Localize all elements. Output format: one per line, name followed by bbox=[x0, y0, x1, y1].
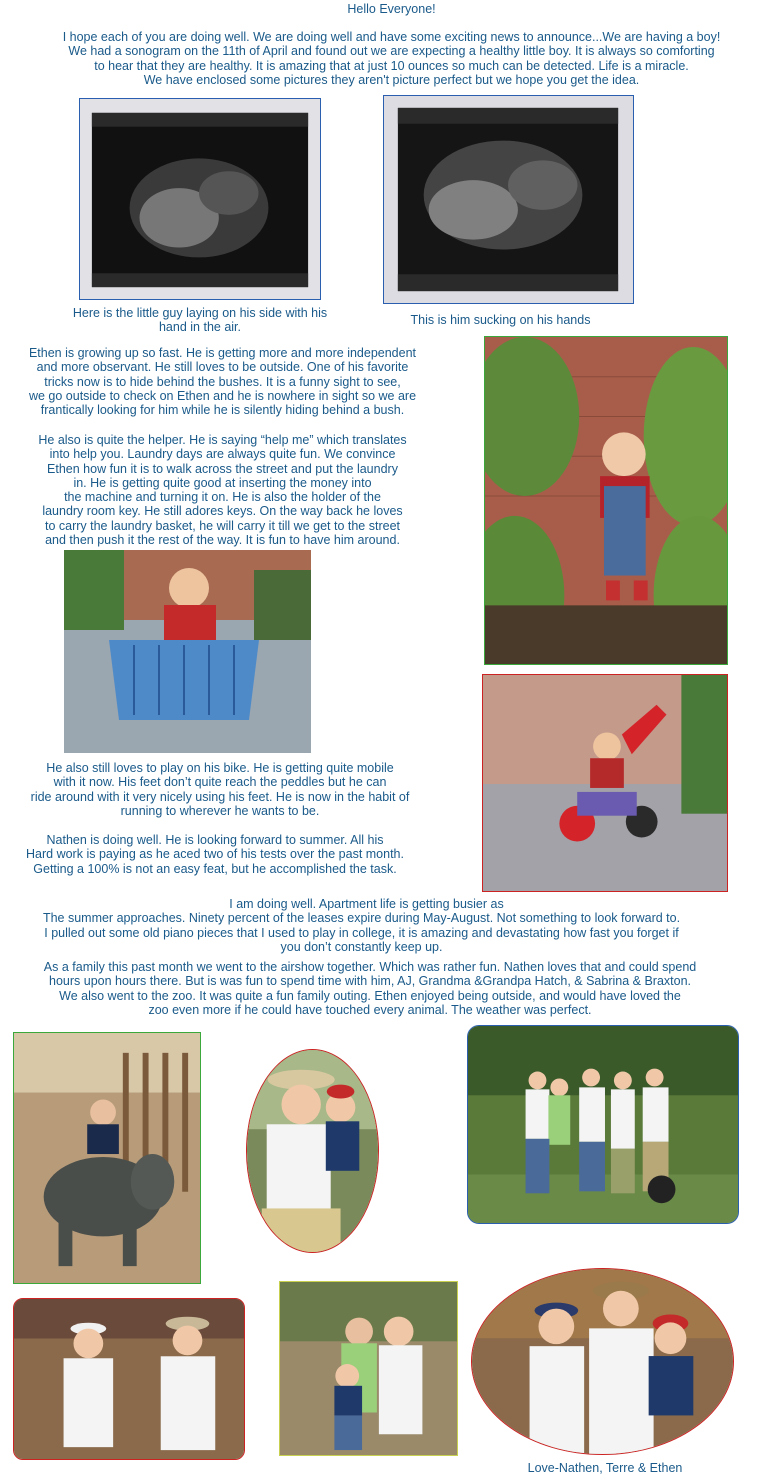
text-line: Nathen is doing well. He is looking forward to summer. All his bbox=[46, 833, 384, 847]
text-line: laundry room key. He still adores keys. On the way back he loves bbox=[42, 504, 403, 519]
text-line: Getting a 100% is not an easy feat, but he accomplished the task. bbox=[33, 861, 397, 876]
intro-line: to hear that they are healthy. It is amazing that at just 10 ounces so much can be detected. Life is a miracle. bbox=[94, 58, 689, 73]
text-line: tricks now is to hide behind the bushes. It is a funny sight to see, bbox=[44, 374, 401, 389]
text-line: in. He is getting quite good at inserting the money into bbox=[73, 475, 372, 490]
text-line: Ethen how fun it is to walk across the street and put the laundry bbox=[47, 461, 398, 476]
intro-line: We have enclosed some pictures they aren't picture perfect but we hope you get the idea. bbox=[143, 72, 640, 87]
photo-mom-and-ethen bbox=[246, 1049, 379, 1253]
intro-line: I hope each of you are doing well. We are doing well and have some exciting news to announce...We are having a boy! bbox=[62, 30, 721, 44]
text-line: and then push it the rest of the way. It is fun to have him around. bbox=[45, 533, 400, 548]
text-line: The summer approaches. Ninety percent of the leases expire during May-August. Not something to look forward to. bbox=[42, 911, 681, 926]
text-line: Hard work is paying as he aced two of his tests over the past month. bbox=[26, 847, 404, 862]
text-line: into help you. Laundry days are always quite fun. We convince bbox=[49, 447, 396, 462]
text-line: and more observant. He still loves to be outside. One of his favorite bbox=[36, 360, 409, 375]
paragraph-me bbox=[0, 897, 723, 954]
photo-family-portrait bbox=[471, 1268, 734, 1455]
text-line: I am doing well. Apartment life is getting busier as bbox=[229, 897, 504, 911]
text-line: We also went to the zoo. It was quite a fun family outing. Ethen enjoyed being outside, and would have loved the bbox=[59, 988, 681, 1003]
greeting: Hello Everyone! bbox=[347, 2, 436, 16]
photo-zoo-elephant bbox=[13, 1032, 201, 1284]
text-line: frantically looking for him while he is silently hiding behind a bush. bbox=[40, 403, 405, 418]
text-line: with it now. His feet don’t quite reach the peddles but he can bbox=[53, 775, 387, 790]
caption-sonogram-2: This is him sucking on his hands bbox=[410, 313, 591, 327]
text-line: running to wherever he wants to be. bbox=[120, 803, 320, 818]
text-line: zoo even more if he could have touched every animal. The weather was perfect. bbox=[148, 1002, 592, 1017]
signoff: Love-Nathen, Terre & Ethen bbox=[527, 1461, 683, 1475]
caption-line: Here is the little guy laying on his side with his bbox=[72, 306, 328, 320]
sonogram-photo-1 bbox=[79, 98, 321, 300]
text-line: ride around with it very nicely using his feet. He is now in the habit of bbox=[30, 789, 410, 804]
text-line: we go outside to check on Ethen and he is nowhere in sight so we are bbox=[28, 388, 417, 403]
photo-laundry-basket bbox=[64, 550, 311, 753]
photo-family-group bbox=[467, 1025, 739, 1224]
caption-sonogram-1 bbox=[40, 306, 360, 335]
photo-ethen-bike bbox=[482, 674, 728, 892]
text-line: He also still loves to play on his bike. He is getting quite mobile bbox=[46, 761, 394, 775]
paragraph-nathen bbox=[0, 833, 430, 876]
photo-ethen-bushes bbox=[484, 336, 728, 665]
sonogram-photo-2 bbox=[383, 95, 634, 304]
paragraph-helper bbox=[0, 433, 445, 547]
photo-women-and-ethen bbox=[279, 1281, 458, 1456]
paragraph-bike bbox=[0, 761, 440, 818]
text-line: He also is quite the helper. He is saying “help me” which translates bbox=[38, 433, 407, 447]
caption-line: hand in the air. bbox=[158, 320, 241, 335]
text-line: Ethen is growing up so fast. He is getting more and more independent bbox=[28, 346, 417, 360]
intro-line: We had a sonogram on the 11th of April and found out we are expecting a healthy little boy. It is always so comforting bbox=[68, 44, 715, 59]
text-line: you don’t constantly keep up. bbox=[280, 939, 443, 954]
paragraph-ethen bbox=[0, 346, 445, 417]
paragraph-family bbox=[0, 960, 740, 1017]
intro-paragraph bbox=[0, 30, 783, 87]
text-line: I pulled out some old piano pieces that I used to play in college, it is amazing and devastating how fast you forget if bbox=[44, 925, 679, 940]
text-line: the machine and turning it on. He is also the holder of the bbox=[64, 490, 381, 505]
photo-grandpa-and-nathen bbox=[13, 1298, 245, 1460]
text-line: hours upon hours there. But is was fun to spend time with him, AJ, Grandma &Grandpa Hatch, & Sabrina & Braxton. bbox=[49, 974, 691, 989]
text-line: As a family this past month we went to the airshow together. Which was rather fun. Nathen loves that and could spend bbox=[43, 960, 697, 974]
text-line: to carry the laundry basket, he will carry it till we get to the street bbox=[44, 518, 400, 533]
